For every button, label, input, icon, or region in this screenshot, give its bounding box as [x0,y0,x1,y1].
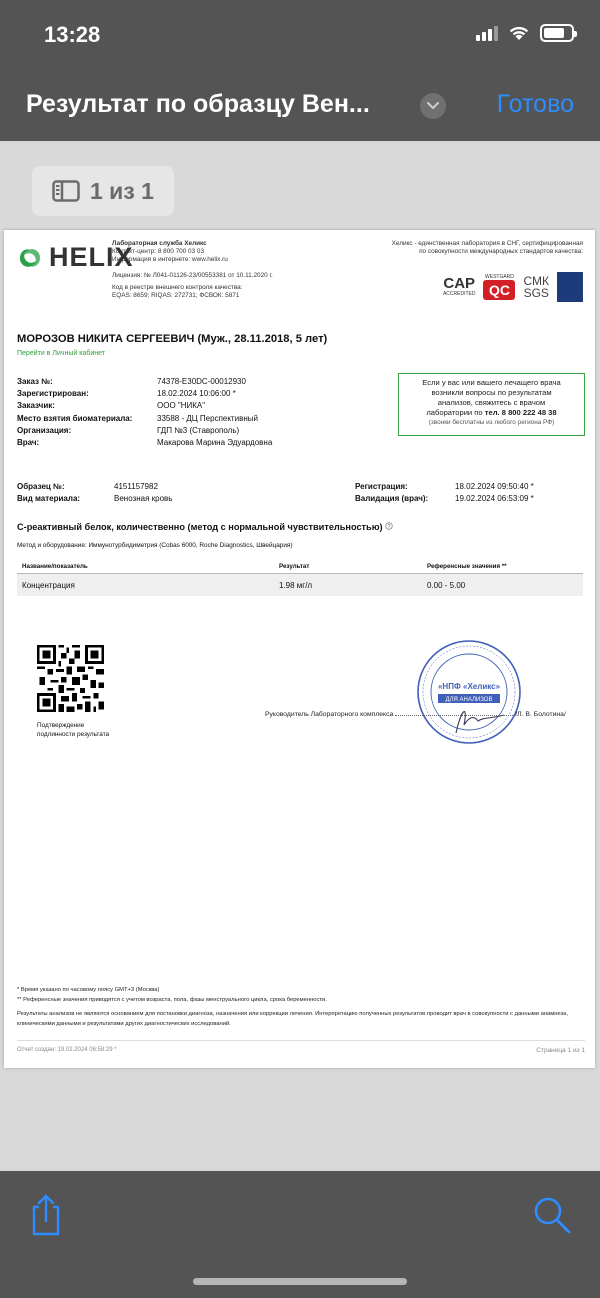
order-info [17,375,272,449]
results-table [17,560,583,596]
done-button[interactable]: Готово [496,90,574,118]
bottom-toolbar [0,1171,600,1298]
lab-stamp-icon [414,637,524,747]
sidebar-icon [52,180,80,202]
lab-website: Информация в интернете: www.helix.ru [112,256,228,264]
battery-icon [540,24,574,42]
patient-name: МОРОЗОВ НИКИТА СЕРГЕЕВИЧ (Муж., 28.11.2018, 5 лет) [17,333,328,345]
chevron-down-icon [427,102,439,110]
contact-doctor-callout [398,373,585,436]
share-icon[interactable] [26,1193,66,1237]
cap-badge [443,277,476,297]
iso-badge-icon [557,272,583,302]
footnotes [17,986,587,1032]
test-method: Метод и оборудование: Иммунотурбидиметрия (Cobas 6000, Roche Diagnostics, Швейцария) [17,542,293,549]
lab-license: Лицензия: № Л041-01126-23/00553381 от 10.11.2020 г. [112,271,273,279]
footnote: ** Референсные значения приводятся с учетом возраста, пола, фазы менструального цикла, срока беременности. [17,996,327,1003]
callout-line: Если у вас или вашего лечащего врача [422,378,561,387]
test-title [17,522,393,532]
callout-line: анализов, свяжитесь с врачом [437,398,546,407]
results-header [17,560,583,574]
cap-label: CAP [443,275,476,292]
order-row: Заказчик: ООО "НИКА" [17,401,206,411]
status-icons [476,24,574,42]
sgs-label: SGS [523,286,549,300]
status-time: 13:28 [44,22,101,47]
callout-line: возникли вопросы по результатам [431,388,552,397]
callout-line: лаборатории по [426,408,483,417]
qr-caption-line: Подтверждение [37,722,85,729]
table-cell: 1.98 мг/л [279,580,313,590]
qr-caption-line: подлинности результата [37,731,110,738]
lab-registry-codes: EQAS: 8659; RIQAS: 272731; ФСВОК: 5871 [112,292,240,300]
order-row: Место взятия биоматериала: 33588 - ДЦ Перспективный [17,413,258,423]
order-row: Зарегистрирован: 18.02.2024 10:06:00 * [17,388,236,398]
smk-sgs-badge [523,275,549,299]
sample-info [17,480,172,505]
cap-sub-label: ACCREDITED [442,291,476,297]
order-row: Врач: Макарова Марина Эдуардовна [17,438,273,448]
helix-logo-icon [17,246,43,270]
certification-note: Хеликс - единственная лаборатория в СНГ, сертифицированная по совокупности международных стандартов качества: [391,240,583,255]
lab-name: Лабораторная служба Хеликс [112,240,207,247]
sample-row: Вид материала: Венозная кровь [17,493,173,503]
top-bar [0,0,600,141]
smk-label: СМК [523,274,549,288]
order-row: Заказ №: 74378-E30DC-00012930 [17,376,246,386]
table-cell: Концентрация [22,580,75,590]
svg-text:?: ? [387,524,391,530]
lab-info [112,240,273,300]
signature-title: Руководитель Лабораторного комплекса [265,711,394,718]
sample-row: Валидация (врач): 19.02.2024 06:53:09 * [355,493,534,503]
footer-divider [17,1040,585,1041]
callout-phone[interactable]: тел. 8 800 222 48 38 [484,408,557,417]
home-indicator[interactable] [193,1278,407,1285]
signature-line [265,711,566,718]
search-icon[interactable] [532,1195,572,1235]
qc-label: QC [483,280,515,300]
callout-sub: (звонки бесплатны из любого региона РФ) [428,419,555,426]
lab-registry-title: Код в реестре внешнего контроля качества: [112,283,243,291]
page-title: Результат по образцу Вен... [26,90,370,118]
column-header: Результат [279,563,310,570]
westgard-label: WESTGARD [485,274,514,280]
qr-caption [37,721,109,739]
info-icon[interactable] [385,522,393,530]
pdf-document[interactable] [4,230,595,1068]
page-counter[interactable] [32,166,174,216]
footnote: * Время указано по часовому поясу GMT+3 (Москва) [17,987,160,993]
page-counter-label: 1 из 1 [90,177,154,204]
cellular-signal-icon [476,25,498,41]
table-cell: 0.00 - 5.00 [427,580,466,590]
helix-logo-text: HELIX [49,242,134,272]
page-label: Страница 1 из 1 [536,1047,585,1054]
lab-contact: Контакт-центр: 8 800 700 03 03 [112,248,205,256]
personal-cabinet-link[interactable]: Перейти в Личный кабинет [17,350,106,357]
order-row: Организация: ГДП №3 (Ставрополь) [17,425,240,435]
test-title-text: С-реактивный белок, количественно (метод с нормальной чувствительностью) [17,522,383,532]
title-menu-button[interactable] [420,93,446,119]
qr-code-icon[interactable] [37,645,104,712]
sample-row: Регистрация: 18.02.2024 09:50:40 * [355,481,534,491]
signature-name: /Л. В. Болотина/ [515,711,566,718]
column-header: Референсные значения ** [427,563,507,570]
report-created: Отчет создан: 19.02.2024 06:58:29 * [17,1047,117,1053]
certification-badges [443,272,583,302]
westgard-badge [483,274,515,300]
sample-dates [355,480,534,505]
sample-row: Образец №: 4151157982 [17,481,158,491]
column-header: Название/показатель [22,563,88,570]
stamp-sub-text: ДЛЯ АНАЛИЗОВ [445,697,493,703]
footnote: Результаты анализов не являются основанием для постановки диагноза, назначения или коррекции лечения. Интерпретацию полученных результатов проводит врач в совокупности с данными анамнеза, клиническими данными и результатами других диагностических исследований. [17,1011,569,1027]
wifi-icon [508,25,530,41]
table-row [17,574,583,596]
stamp-text: «НПФ «Хеликс» [437,682,501,691]
